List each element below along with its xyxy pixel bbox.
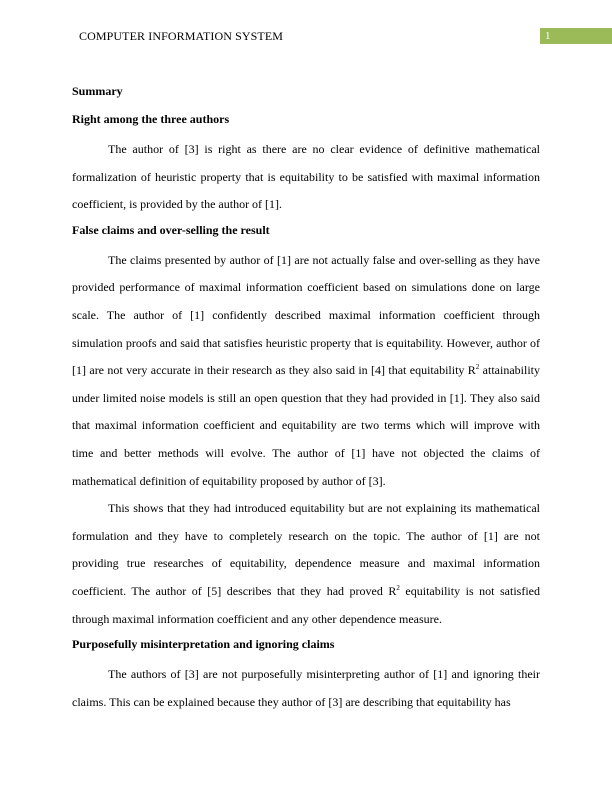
paragraph-text: equitability is not satisfied through maximal information coefficient and any other dependence measure.: [72, 583, 541, 626]
paragraph-false-claims-2: [72, 495, 540, 633]
superscript: 2: [475, 363, 480, 372]
page-header: [79, 28, 612, 44]
paragraph-text: This shows that they had introduced equitability but are not explaining its mathematical formulation and they have to completely research on the topic. The author of [1] are not providing true researches of equitability, dependence measure and maximal information coefficient. The author of [5] describes that they had proved R: [72, 501, 540, 598]
superscript: 2: [396, 583, 400, 592]
paragraph-false-claims-1: [72, 247, 540, 495]
paragraph-purposefully-misinterpretation: The authors of [3] are not purposefully misinterpreting author of [1] and ignoring their claims. This can be explained because they author of [3] are describing that equitability has: [72, 667, 540, 709]
heading-right-among-authors: Right among the three authors: [72, 112, 230, 126]
paragraph-text: attainability under limited noise models is still an open question that they had provided in [1]. They also said that maximal information coefficient and equitability are two terms which will improve with time and better methods will evolve. The author of [1] have not objected the claims of mathematical definition of equitability proposed by author of [3].: [72, 363, 540, 488]
page-number: 1: [540, 28, 612, 44]
header-title: COMPUTER INFORMATION SYSTEM: [79, 29, 284, 43]
paragraph-text: The claims presented by author of [1] are not actually false and over-selling as they have provided performance of maximal information coefficient based on simulations done on large scale. The author of [1] confidently described maximal information coefficient through simulation proofs and said that satisfies heuristic property that is equitability. However, author of [1] are not very accurate in their research as they also said in [4] that equitability R: [72, 252, 540, 378]
document-body: [72, 80, 540, 716]
heading-purposefully-misinterpretation: Purposefully misinterpretation and ignoring claims: [72, 637, 335, 652]
heading-summary: Summary: [72, 84, 123, 98]
heading-false-claims: False claims and over-selling the result: [72, 222, 270, 237]
paragraph-right-among-authors: The author of [3] is right as there are no clear evidence of definitive mathematical formalization of heuristic property that is equitability to be satisfied with maximal information coefficient, is provided by the author of [1].: [72, 142, 540, 212]
